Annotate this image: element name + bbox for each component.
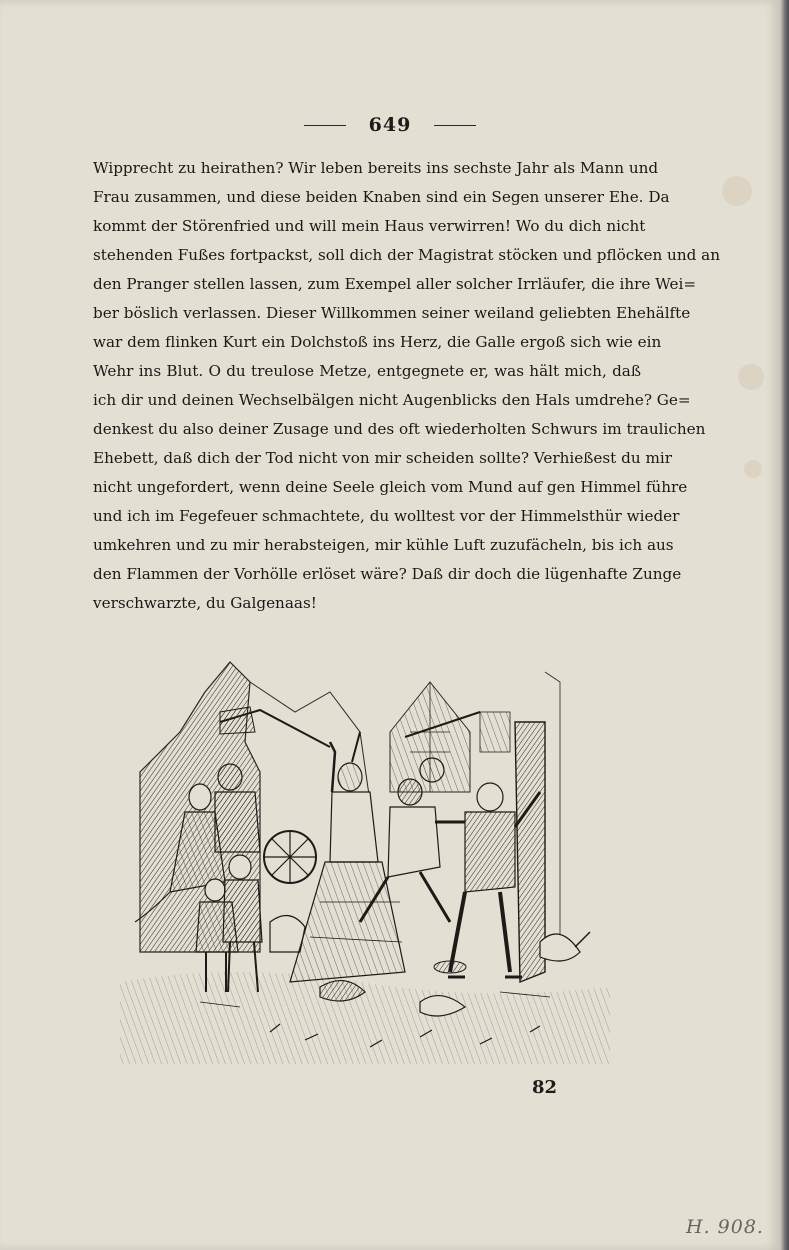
header-rule-right	[434, 125, 476, 126]
text-line: ich dir und deinen Wechselbälgen nicht Augenblicks den Hals umdrehe? Ge=	[93, 391, 691, 409]
handwritten-shelfmark: H. 908.	[686, 1216, 764, 1238]
body-text	[93, 154, 721, 618]
paper-stain	[744, 460, 762, 478]
text-line: Frau zusammen, und diese beiden Knaben sind ein Segen unserer Ehe. Da	[93, 188, 670, 206]
text-line: und ich im Fegefeuer schmachtete, du wolltest vor der Himmelsthür wieder	[93, 507, 680, 525]
woodcut-illustration	[120, 652, 610, 1064]
page-edge-shadow	[780, 0, 789, 1250]
text-line: den Flammen der Vorhölle erlöset wäre? Daß dir doch die lügenhafte Zunge	[93, 565, 682, 583]
header-rule-left	[304, 125, 346, 126]
text-line: nicht ungefordert, wenn deine Seele gleich vom Mund auf gen Himmel führe	[93, 478, 688, 496]
signature-mark: 82	[532, 1077, 558, 1098]
running-header	[0, 114, 780, 144]
text-line: Ehebett, daß dich der Tod nicht von mir scheiden sollte? Verhießest du mir	[93, 449, 672, 467]
paper-stain	[738, 364, 764, 390]
text-line: kommt der Störenfried und will mein Haus verwirren! Wo du dich nicht	[93, 217, 646, 235]
text-line: Wehr ins Blut. O du treulose Metze, entgegnete er, was hält mich, daß	[93, 362, 641, 380]
text-line: denkest du also deiner Zusage und des oft wiederholten Schwurs im traulichen	[93, 420, 706, 438]
brawl-scene-engraving	[120, 652, 610, 1064]
text-line: Wipprecht zu heirathen? Wir leben bereits ins sechste Jahr als Mann und	[93, 159, 659, 177]
page-number: 649	[368, 114, 412, 136]
text-line: stehenden Fußes fortpackst, soll dich der Magistrat stöcken und pflöcken und an	[93, 246, 721, 264]
paper-stain	[722, 176, 752, 206]
text-line: den Pranger stellen lassen, zum Exempel aller solcher Irrläufer, die ihre Wei=	[93, 275, 697, 293]
text-line: war dem flinken Kurt ein Dolchstoß ins Herz, die Galle ergoß sich wie ein	[93, 333, 662, 351]
text-line: umkehren und zu mir herabsteigen, mir kühle Luft zuzufächeln, bis ich aus	[93, 536, 674, 554]
text-line: ber böslich verlassen. Dieser Willkommen seiner weiland geliebten Ehehälfte	[93, 304, 691, 322]
text-line: verschwarzte, du Galgenaas!	[93, 594, 317, 612]
